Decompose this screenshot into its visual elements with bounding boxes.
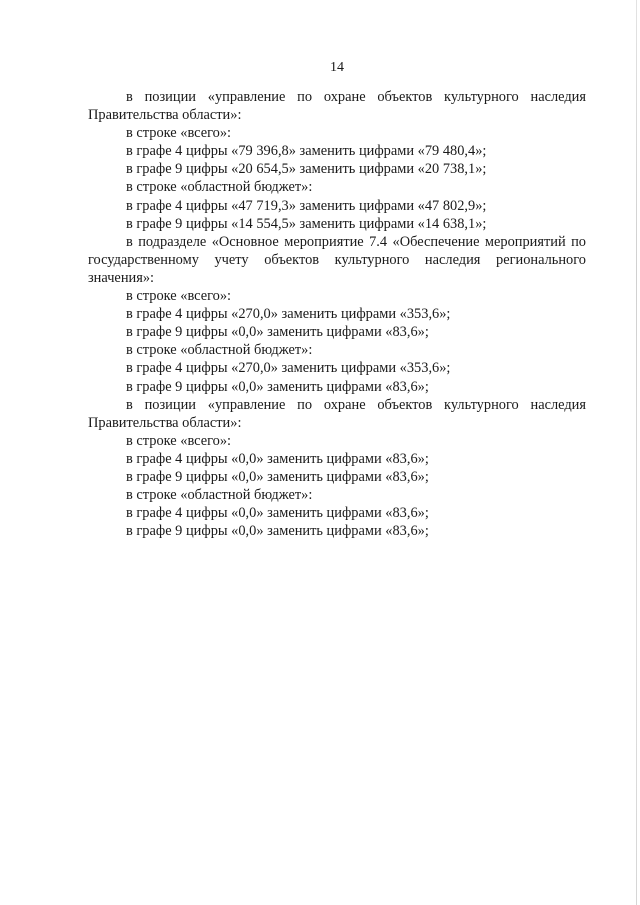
paragraph: в позиции «управление по охране объектов культурного наследия Правительства области»:	[88, 89, 586, 124]
paragraph: в графе 9 цифры «0,0» заменить цифрами «83,6»;	[126, 378, 429, 395]
paragraph: в графе 4 цифры «0,0» заменить цифрами «83,6»;	[126, 505, 429, 522]
paragraph: в позиции «управление по охране объектов культурного наследия Правительства области»:	[88, 396, 586, 431]
paragraph: в строке «всего»:	[126, 432, 232, 449]
paragraph: в графе 9 цифры «0,0» заменить цифрами «83,6»;	[126, 324, 429, 341]
paragraph: в графе 9 цифры «0,0» заменить цифрами «83,6»;	[126, 523, 429, 540]
paragraph: в строке «всего»:	[126, 125, 232, 142]
paragraph: в графе 9 цифры «20 654,5» заменить цифрами «20 738,1»;	[126, 161, 487, 178]
paragraph: в строке «областной бюджет»:	[126, 179, 313, 196]
paragraph: в графе 4 цифры «270,0» заменить цифрами «353,6»;	[126, 306, 451, 323]
scan-edge-shadow	[636, 0, 637, 905]
paragraph: в строке «областной бюджет»:	[126, 487, 313, 504]
document-body	[88, 88, 586, 540]
paragraph: в строке «областной бюджет»:	[126, 342, 313, 359]
paragraph: в графе 4 цифры «47 719,3» заменить цифрами «47 802,9»;	[126, 197, 487, 214]
paragraph: в графе 9 цифры «0,0» заменить цифрами «83,6»;	[126, 468, 429, 485]
paragraph: в графе 4 цифры «0,0» заменить цифрами «83,6»;	[126, 450, 429, 467]
paragraph: в графе 4 цифры «79 396,8» заменить цифрами «79 480,4»;	[126, 143, 487, 160]
paragraph: в строке «всего»:	[126, 288, 232, 305]
paragraph: в графе 9 цифры «14 554,5» заменить цифрами «14 638,1»;	[126, 215, 487, 232]
paragraph: в графе 4 цифры «270,0» заменить цифрами «353,6»;	[126, 360, 451, 377]
paragraph: в подразделе «Основное мероприятие 7.4 «Обеспечение мероприятий по государственному учету объектов культурного наследия регионального значения»:	[88, 233, 586, 286]
page-number: 14	[330, 60, 344, 75]
